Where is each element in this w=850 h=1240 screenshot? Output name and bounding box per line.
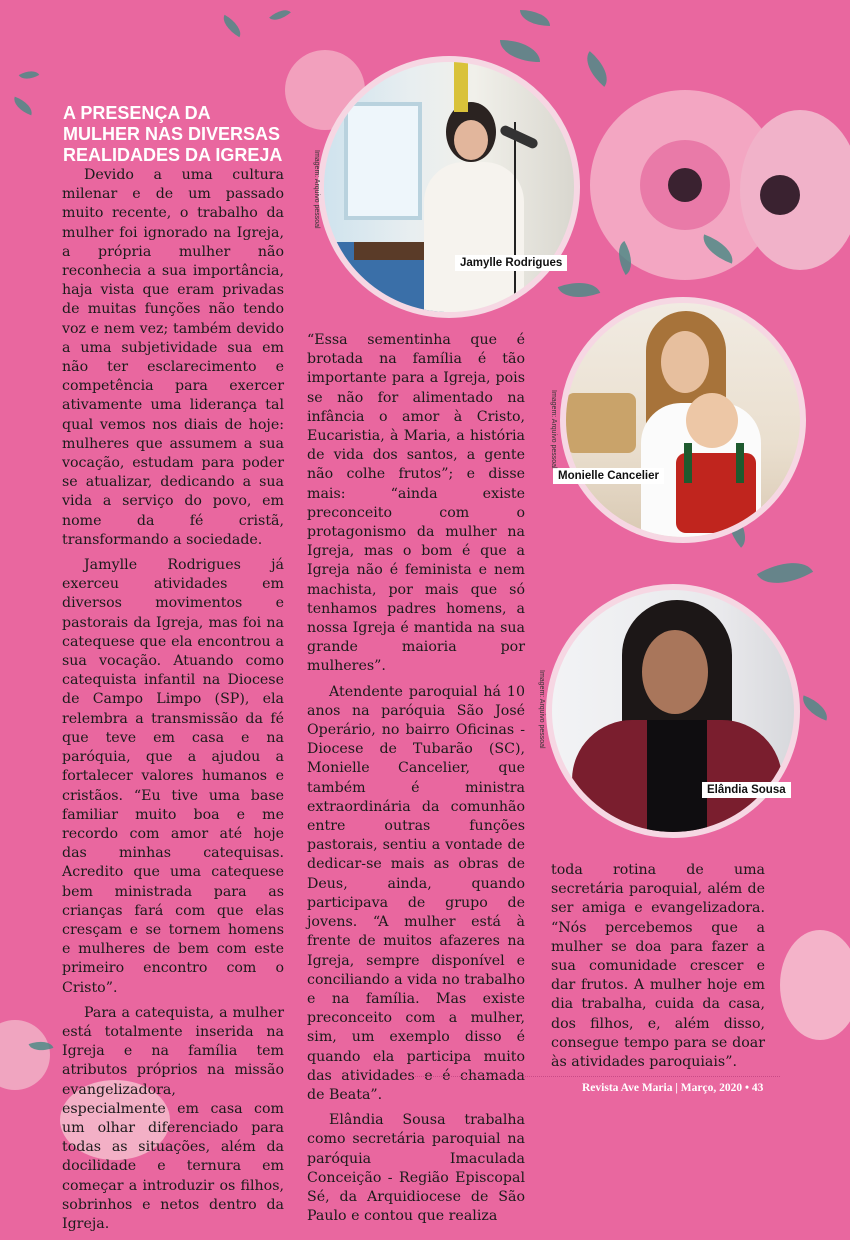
photo-monielle	[560, 297, 806, 543]
paragraph: Para a catequista, a mulher está totalmente inserida na Igreja e na família tem atributos próprios na missão evangelizadora, especialmente em casa com um olhar diferenciado para todas as situações, além da docilidade e ternura em começar a introduzir os filhos, sobrinhos e netos dentro da Igreja.	[62, 1004, 284, 1232]
photo-caption: Jamylle Rodrigues	[455, 255, 567, 271]
photo-credit: Imagem: Arquivo pessoal	[313, 150, 320, 229]
article-column-2	[307, 331, 525, 1232]
photo-caption: Elândia Sousa	[702, 782, 791, 798]
footer-divider	[410, 1076, 780, 1077]
article-column-1	[62, 166, 284, 1240]
paragraph: toda rotina de uma secretária paroquial, além de ser amiga e evangelizadora. “Nós percebemos que a mulher se doa para fazer a sua comunidade crescer e dar frutos. A mulher hoje em dia trabalha, cuida da casa, dos filhos, e, além disso, consegue tempo para se doar às atividades paroquiais”.	[551, 862, 765, 1071]
paragraph: Devido a uma cultura milenar e de um passado muito recente, o trabalho da mulher foi ignorado na Igreja, a própria mulher não reconhecia a sua importância, haja vista que eram privadas de muitas funções não tendo voz e nem vez; também devido a uma subjetividade sua em não ter esclarecimento e competência para exercer ativamente uma liderança tal qual vemos nos diais de hoje: mulheres que assumem a sua vocação, estudam para poder se atualizar, dedicando a sua vida a serviço do povo, em nome da fé cristã, transformando a sociedade.	[62, 167, 284, 548]
photo-jamylle	[318, 56, 580, 318]
photo-credit: Imagem: Arquivo pessoal	[538, 670, 545, 749]
paragraph: “Essa sementinha que é brotada na família é tão importante para a Igreja, pois se não for alimentado na infância o amor à Cristo, Eucaristia, à Maria, a história de vida dos santos, a gente não colhe frutos”; e disse mais: “ainda existe preconceito com o protagonismo da mulher na Igreja, mas o bom é que a Igreja não é feminista e nem machista, por mais que só tenhamos padres homens, a nossa Igreja é mantida na sua grande maioria por mulheres”.	[307, 332, 525, 675]
photo-elandia	[546, 584, 800, 838]
photo-caption: Monielle Cancelier	[553, 468, 664, 484]
paragraph: Jamylle Rodrigues já exerceu atividades em diversos movimentos e pastorais da Igreja, mas foi na catequese que ela encontrou a sua vocação. Atuando como catequista infantil na Diocese de Campo Limpo (SP), ela relembra a transmissão da fé que teve em casa e na paróquia, que a ajudou a fortalecer valores humanos e cristãos. “Eu tive uma base familiar muito boa e me recordo com amor até hoje das minhas catequisas. Acredito que uma catequese bem ministrada para as crianças fará com que elas cresçam e se tornem homens e mulheres de bem com este primeiro encontro com o Cristo”.	[62, 557, 284, 996]
article-heading: A PRESENÇA DA MULHER NAS DIVERSAS REALIDADES DA IGREJA	[63, 103, 283, 165]
paragraph: Atendente paroquial há 10 anos na paróquia São José Operário, no bairro Oficinas - Diocese de Tubarão (SC), Monielle Cancelier, que também é ministra extraordinária da comunhão entre outras funções pastorais, sentiu a vontade de dedicar-se mais as obras de Deus, ainda, quando participava de grupo de jovens. “A mulher está à frente de muitos afazeres na Igreja, sempre disponível e conciliando a vida no trabalho e na família. Mas existe preconceito com a mulher, sim, um exemplo disso é quando ela participa muito das atividades e é chamada de Beata”.	[307, 683, 525, 1103]
article-column-3	[551, 861, 765, 1078]
paragraph: Elândia Sousa trabalha como secretária paroquial na paróquia Imaculada Conceição - Região Episcopal Sé, da Arquidiocese de São Paulo e contou que realiza	[307, 1112, 525, 1225]
photo-credit: Imagem: Arquivo pessoal	[550, 390, 557, 469]
page-footer: Revista Ave Maria | Março, 2020 • 43	[582, 1082, 764, 1094]
